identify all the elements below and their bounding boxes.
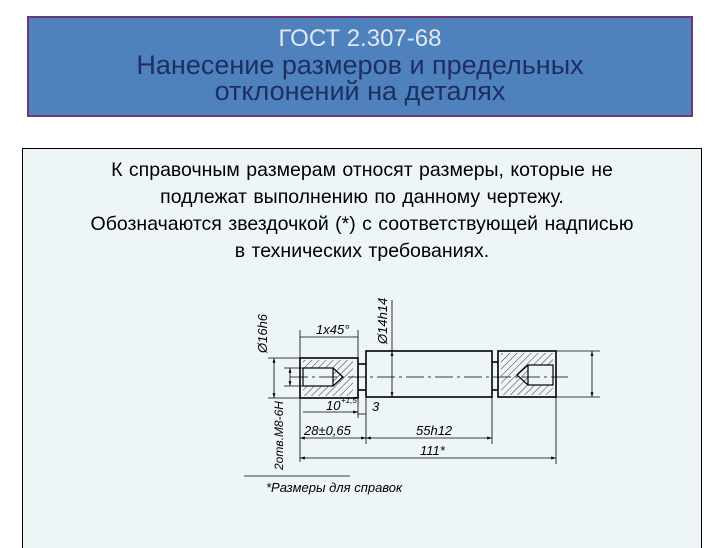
dim-thread: 2отв.М8-6Н [272,401,286,470]
dim-ten: 10 [326,398,341,413]
dim-d16: Ø16h6 [255,313,270,353]
body-line-3: Обозначаются звездочкой (*) с соответствующей надписью [90,213,634,235]
right-hole-section [501,353,553,395]
dim-fiftyfive: 55h12 [416,423,453,438]
dim-total: 111* [420,443,445,458]
left-hole-section [303,360,353,396]
title-standard: ГОСТ 2.307-68 [278,25,442,52]
dim-d14: Ø14h14 [375,297,390,344]
body-line-2: подлежат выполнению по данному чертежу. [160,186,564,208]
dim-chamfer: 1x45° [316,322,350,337]
dim-ten-tol: +1,5 [341,396,357,405]
body-line-1: К справочным размерам относят размеры, которые не [111,159,613,181]
title-main-line2: отклонений на деталях [214,76,506,106]
dim-three: 3 [372,399,380,414]
footnote: *Размеры для справок [266,480,403,495]
dim-twentyeight: 28±0,65 [304,423,351,438]
title-main-line1: Нанесение размеров и предельных [136,50,584,80]
body-line-4: в технических требованиях. [234,240,490,262]
